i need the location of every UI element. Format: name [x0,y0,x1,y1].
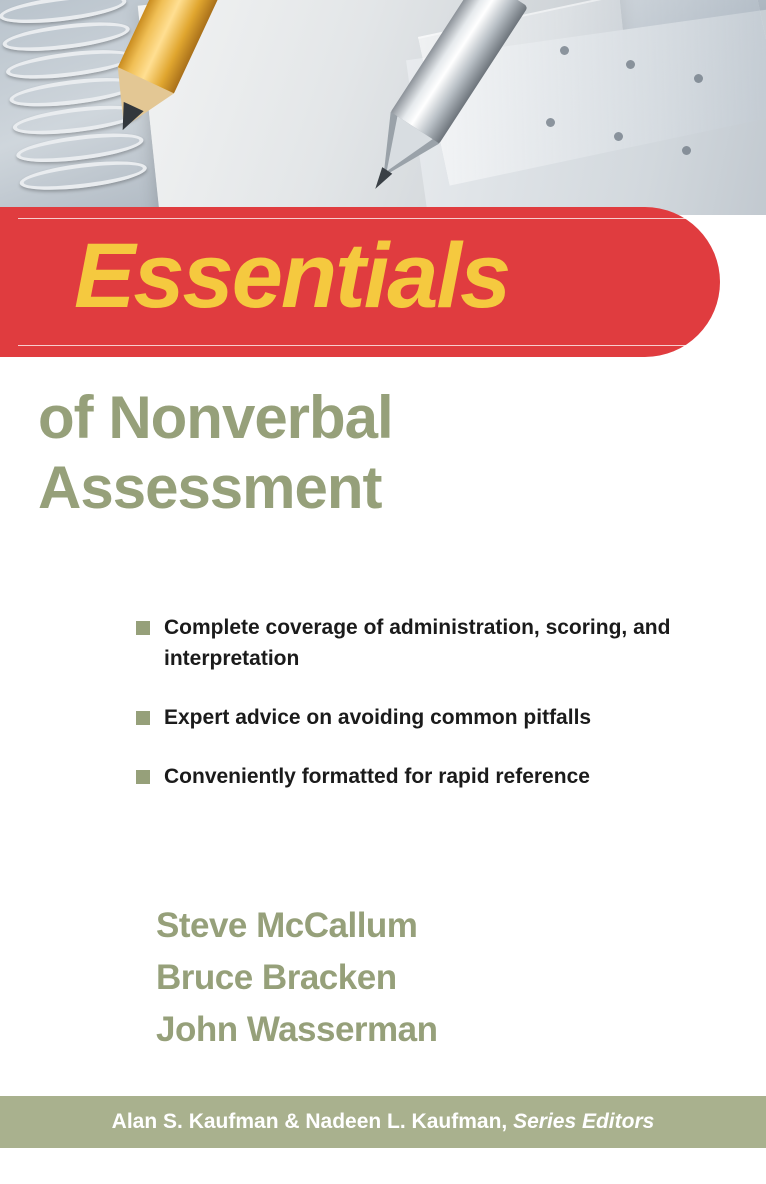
bullet-text: Conveniently formatted for rapid reference [164,765,590,788]
series-editors-names: Alan S. Kaufman & Nadeen L. Kaufman, [111,1110,508,1133]
bullet-text: Expert advice on avoiding common pitfalls [164,706,592,729]
paper-hole-dot [694,74,703,83]
paper-hole-dot [560,46,569,55]
paper-hole-dot [546,118,555,127]
series-editors-role: Series Editors [507,1110,655,1133]
feature-bullet-list [136,612,716,820]
bullet-text: Complete coverage of administration, scoring, and interpretation [164,616,671,670]
series-editors-bar [0,1096,766,1148]
author-name: John Wasserman [156,1010,438,1049]
banner-hairline-top [18,218,690,219]
title-line-2: Assessment [38,454,382,521]
series-title: Essentials [74,225,510,327]
square-bullet-icon [136,711,150,725]
author-name: Bruce Bracken [156,958,397,997]
paper-hole-dot [682,146,691,155]
square-bullet-icon [136,621,150,635]
list-item [136,702,716,733]
banner-hairline-bottom [18,345,690,346]
title-line-1: Nonverbal [108,384,393,451]
bottom-margin [0,1148,766,1184]
cover-photo-band [0,0,766,215]
book-title [38,383,738,523]
author-name: Steve McCallum [156,906,418,945]
author-list [156,900,716,1056]
paper-hole-dot [626,60,635,69]
list-item [136,612,716,674]
series-editors-text [112,1110,655,1134]
square-bullet-icon [136,770,150,784]
list-item [136,761,716,792]
title-connector: of [38,384,93,451]
paper-hole-dot [614,132,623,141]
